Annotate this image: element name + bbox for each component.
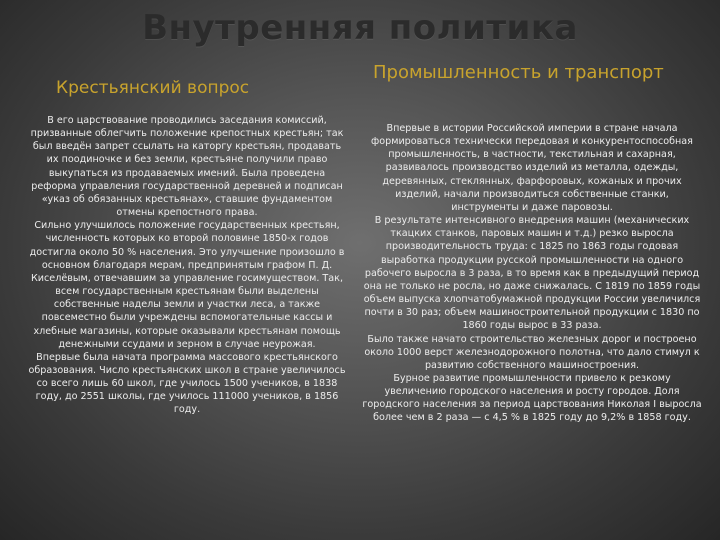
- right-column-heading: Промышленность и транспорт: [373, 62, 664, 83]
- right-paragraph-machinery: В результате интенсивного внедрения машин (механических ткацких станков, паровых машин и т.д.) резко выросла производительность труда: с 1825 по 1863 годы годовая выработка продукции русской промышленности на одного рабочего выросла в 3 раза, в то время как в предыдущий период она не только не росла, но даже снижалась. С 1819 по 1859 годы объем выпуска хлопчатобумажной продукции России увеличился почти в 30 раз; объем машиностроительной продукции с 1830 по 1860 годы вырос в 33 раза.: [363, 215, 701, 332]
- right-paragraph-railways: Было также начато строительство железных дорог и построено около 1000 верст железнодорожного полотна, что дало стимул к развитию собственного машиностроения.: [364, 333, 700, 371]
- left-paragraph-peasant-education: Впервые была начата программа массового крестьянского образования. Число крестьянских школ в стране увеличилось со всего лишь 60 школ, где училось 1500 учеников, в 1838 году, до 2551 школы, где училось 111000 учеников, в 1856 году.: [28, 351, 346, 416]
- left-column-body: [26, 114, 348, 417]
- right-paragraph-industry: Впервые в истории Российской империи в стране начала формироваться технически передовая и конкурентоспособная промышленность, в частности, текстильная и сахарная, развивалось производство изделий из металла, одежды, деревянных, стеклянных, фарфоровых, кожаных и прочих изделий, начали производиться собственные станки, инструменты и даже паровозы.: [371, 123, 693, 213]
- left-paragraph-serfs-reforms: В его царствование проводились заседания комиссий, призванные облегчить положение крепостных крестьян; так был введён запрет ссылать на каторгу крестьян, продавать их поодиночке и без земли, крестьяне получили право выкупаться из продаваемых имений. Была проведена реформа управления государственной деревней и подписан «указ об обязанных крестьянах», ставшие фундаментом отмены крепостного права.: [30, 115, 344, 219]
- right-column-body: [362, 122, 702, 425]
- right-paragraph-urbanization: Бурное развитие промышленности привело к резкому увеличению городского населения и росту городов. Доля городского населения за период царствования Николая I выросла более чем в 2 раза — с 4,5 % в 1825 году до 9,2% в 1858 году.: [362, 372, 702, 424]
- left-paragraph-state-peasants: Сильно улучшилось положение государственных крестьян, численность которых ко второй половине 1850-х годов достигла около 50 % населения. Это улучшение произошло в основном благодаря мерам, предпринятым графом П. Д. Киселёвым, отвечавшим за управление госимуществом. Так, всем государственным крестьянам были выделены собственные наделы земли и участки леса, а также повсеместно были учреждены вспомогательные кассы и хлебные магазины, которые оказывали крестьянам помощь денежными ссудами и зерном в случае неурожая.: [29, 220, 345, 350]
- slide-title: Внутренняя политика: [142, 8, 578, 48]
- left-column-heading: Крестьянский вопрос: [56, 78, 250, 98]
